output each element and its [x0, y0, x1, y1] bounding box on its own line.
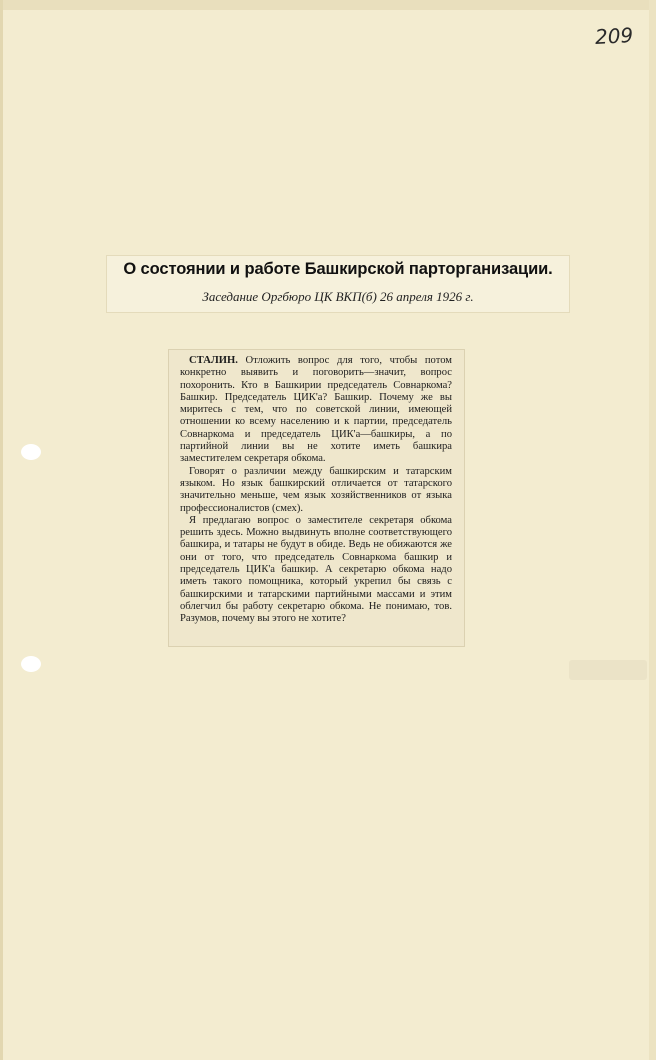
document-subtitle: Заседание Оргбюро ЦК ВКП(б) 26 апреля 1926 г.: [202, 289, 474, 304]
clipping-paragraph: Я предлагаю вопрос о заместителе секретаря обкома решить здесь. Можно выдвинуть вполне соответствующего башкира, и татары не будут в обиде. Ведь не обижаются же они от того, что председатель Совнаркома башкир и председатель ЦИК'а башкир. А секретарю обкома надо иметь такого помощника, который укрепил бы связь с башкирскими и татарскими партийными массами и этим облегчил бы работу секретарю обкома. Не понимаю, тов. Разумов, почему вы этого не хотите?: [180, 514, 452, 625]
clipping-paragraph: Говорят о различии между башкирским и татарским языком. Но язык башкирский отличается от татарского значительно меньше, чем язык хозяйственников от языка профессионалистов (смех).: [180, 465, 452, 514]
clipping-text: [180, 355, 452, 626]
clipping-paragraph: [180, 355, 452, 466]
page-number: 209: [594, 23, 634, 49]
speaker-name: СТАЛИН.: [189, 355, 238, 366]
paper-tab: [569, 660, 647, 680]
paragraph-text: Отложить вопрос для того, чтобы потом конкретно выявить и поговорить—значит, вопрос похоронить. Кто в Башкирии председатель Совнаркома? Башкир. Председатель ЦИК'а? Башкир. Почему же вы миритесь с тем, что по советской линии, имеющей отношении ко всему населению и к партии, председатель Совнаркома и председатель ЦИК'а—башкиры, а по партийной линии вы не хотите иметь башкира заместителем секретаря обкома.: [180, 355, 452, 465]
document-title: О состоянии и работе Башкирской парторганизации.: [123, 260, 553, 278]
punch-hole: [21, 444, 41, 460]
page-right-edge: [649, 0, 656, 1060]
page-top-edge: [3, 0, 656, 10]
punch-hole: [21, 656, 41, 672]
